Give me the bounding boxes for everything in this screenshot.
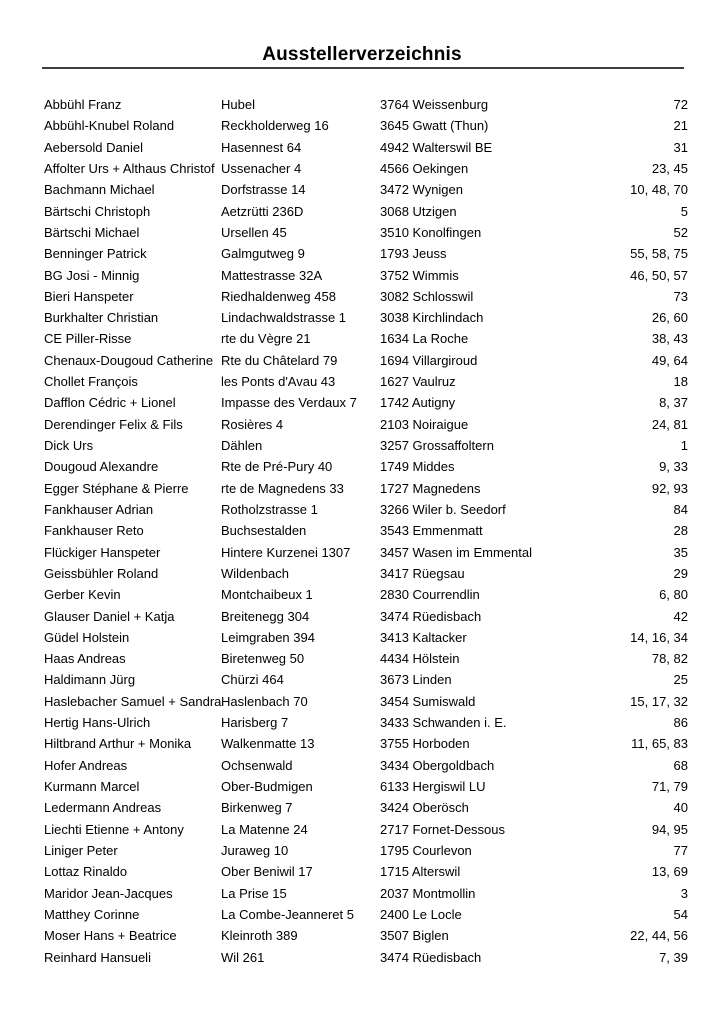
exhibitor-city: 2103 Noiraigue [380, 416, 469, 432]
exhibitor-address: La Combe-Jeanneret 5 [221, 906, 354, 922]
exhibitor-city: 1715 Alterswil [380, 864, 461, 880]
exhibitor-city: 3510 Konolfingen [380, 224, 482, 240]
exhibitor-city: 3764 Weissenburg [380, 97, 489, 112]
exhibitor-address: La Prise 15 [221, 885, 287, 901]
exhibitor-address: Walkenmatte 13 [221, 736, 315, 752]
exhibitor-name: Hiltbrand Arthur + Monika [44, 736, 192, 752]
exhibitor-name: Benninger Patrick [44, 246, 147, 262]
exhibitor-address: Chürzi 464 [221, 672, 284, 688]
exhibitor-address: Ober-Budmigen [221, 779, 313, 794]
table-row [44, 883, 688, 904]
table-row [44, 499, 688, 520]
table-row [44, 733, 688, 754]
exhibitor-name: Hertig Hans-Ulrich [44, 715, 151, 731]
exhibitor-name: Bärtschi Michael [44, 224, 140, 240]
exhibitor-address: Hubel [221, 97, 255, 112]
exhibitor-address: Kleinroth 389 [221, 928, 298, 944]
exhibitor-name: Abbühl-Knubel Roland [44, 118, 175, 134]
exhibitor-address: Wil 261 [221, 949, 265, 965]
exhibitor-address: Montchaibeux 1 [221, 587, 313, 603]
exhibitor-name: Geissbühler Roland [44, 565, 159, 581]
exhibitor-name: BG Josi - Minnig [44, 267, 140, 283]
table-row [44, 286, 688, 307]
exhibitor-city: 3257 Grossaffoltern [380, 438, 494, 453]
exhibitor-name: Burkhalter Christian [44, 310, 159, 326]
table-row [44, 478, 688, 499]
exhibitor-pages: 68 [673, 757, 688, 773]
exhibitor-name: Dougoud Alexandre [44, 459, 159, 475]
exhibitor-city: 4942 Walterswil BE [380, 139, 493, 155]
table-row [44, 925, 688, 946]
exhibitor-city: 3472 Wynigen [380, 182, 463, 198]
exhibitor-name: Dick Urs [44, 438, 94, 453]
exhibitor-name: Aebersold Daniel [44, 139, 144, 155]
exhibitor-address: Rte de Pré-Pury 40 [221, 459, 333, 475]
exhibitor-pages: 86 [673, 715, 688, 731]
exhibitor-pages: 14, 16, 34 [630, 629, 688, 645]
table-row [44, 947, 688, 968]
exhibitor-city: 3673 Linden [380, 672, 452, 688]
exhibitor-pages: 40 [673, 800, 688, 816]
table-row [44, 520, 688, 541]
exhibitor-pages: 77 [673, 842, 688, 858]
exhibitor-city: 4434 Hölstein [380, 651, 460, 667]
exhibitor-name: Dafflon Cédric + Lionel [44, 395, 176, 411]
table-row [44, 371, 688, 392]
exhibitor-pages: 92, 93 [651, 480, 688, 496]
exhibitor-address: Hasennest 64 [221, 139, 302, 155]
exhibitor-name: Fankhauser Reto [44, 523, 144, 539]
table-row [44, 797, 688, 818]
exhibitor-name: Affolter Urs + Althaus Christof [44, 160, 215, 176]
exhibitor-pages: 72 [673, 97, 688, 112]
exhibitor-address: Ursellen 45 [221, 224, 287, 240]
exhibitor-address: rte du Vègre 21 [221, 331, 311, 347]
table-row [44, 456, 688, 477]
exhibitor-pages: 11, 65, 83 [631, 736, 688, 752]
exhibitor-pages: 35 [673, 544, 688, 560]
exhibitor-city: 1727 Magnedens [380, 480, 481, 496]
exhibitor-name: Abbühl Franz [44, 97, 122, 112]
exhibitor-address: Birkenweg 7 [221, 800, 293, 816]
exhibitor-name: Bärtschi Christoph [44, 203, 151, 219]
exhibitor-pages: 28 [673, 523, 688, 539]
exhibitor-pages: 31 [673, 139, 688, 155]
exhibitor-address: Haslenbach 70 [221, 693, 308, 709]
exhibitor-pages: 25 [673, 672, 688, 688]
exhibitor-name: Haldimann Jürg [44, 672, 136, 688]
table-row [44, 414, 688, 435]
exhibitor-city: 1793 Jeuss [380, 246, 447, 262]
exhibitor-address: Wildenbach [221, 565, 289, 581]
exhibitor-city: 3082 Schlosswil [380, 288, 474, 304]
exhibitor-address: La Matenne 24 [221, 821, 308, 837]
exhibitor-name: Liniger Peter [44, 842, 118, 858]
exhibitor-name: Moser Hans + Beatrice [44, 928, 177, 944]
exhibitor-name: Hofer Andreas [44, 757, 128, 773]
exhibitor-name: Haas Andreas [44, 651, 126, 667]
exhibitor-city: 6133 Hergiswil LU [380, 779, 486, 794]
table-row [44, 94, 688, 115]
exhibitor-name: Egger Stéphane & Pierre [44, 480, 189, 496]
exhibitor-name: Chenaux-Dougoud Catherine [44, 352, 214, 368]
exhibitor-city: 3474 Rüedisbach [380, 949, 482, 965]
table-row [44, 158, 688, 179]
table-row [44, 648, 688, 669]
title-divider [42, 67, 684, 69]
exhibitor-pages: 23, 45 [651, 160, 688, 176]
table-row [44, 350, 688, 371]
exhibitor-city: 3424 Oberösch [380, 800, 469, 816]
table-row [44, 265, 688, 286]
exhibitor-name: Lottaz Rinaldo [44, 864, 128, 880]
exhibitor-pages: 22, 44, 56 [630, 928, 688, 944]
table-row [44, 435, 688, 456]
exhibitor-address: Rte du Châtelard 79 [221, 352, 338, 368]
exhibitor-address: Dählen [221, 438, 263, 453]
table-row [44, 307, 688, 328]
exhibitor-pages: 52 [673, 224, 688, 240]
exhibitor-city: 2037 Montmollin [380, 885, 476, 901]
page-title: Ausstellerverzeichnis [262, 44, 462, 65]
exhibitor-address: Harisberg 7 [221, 715, 289, 731]
exhibitor-name: Fankhauser Adrian [44, 501, 154, 517]
exhibitor-address: Lindachwaldstrasse 1 [221, 310, 347, 326]
exhibitor-pages: 5 [680, 203, 688, 219]
exhibitor-address: Leimgraben 394 [221, 629, 315, 645]
exhibitor-pages: 26, 60 [651, 310, 688, 326]
exhibitor-pages: 29 [673, 565, 688, 581]
exhibitor-city: 3434 Obergoldbach [380, 757, 495, 773]
table-row [44, 542, 688, 563]
exhibitor-city: 2400 Le Locle [380, 906, 462, 922]
exhibitor-address: Ochsenwald [221, 757, 293, 773]
exhibitor-city: 3266 Wiler b. Seedorf [380, 501, 506, 517]
exhibitor-address: rte de Magnedens 33 [221, 480, 344, 496]
exhibitor-name: Matthey Corinne [44, 906, 140, 922]
table-row [44, 627, 688, 648]
exhibitor-address: Galmgutweg 9 [221, 246, 305, 262]
exhibitor-pages: 7, 39 [659, 949, 688, 965]
exhibitor-pages: 24, 81 [651, 416, 688, 432]
exhibitor-pages: 15, 17, 32 [630, 693, 688, 709]
exhibitor-pages: 9, 33 [659, 459, 688, 475]
exhibitor-city: 4566 Oekingen [380, 160, 469, 176]
table-row [44, 819, 688, 840]
exhibitor-pages: 46, 50, 57 [630, 267, 688, 283]
exhibitor-address: Ussenacher 4 [221, 160, 302, 176]
table-row [44, 222, 688, 243]
exhibitor-pages: 73 [673, 288, 688, 304]
exhibitor-city: 3543 Emmenmatt [380, 523, 483, 539]
exhibitor-address: Riedhaldenweg 458 [221, 288, 336, 304]
exhibitor-city: 3752 Wimmis [380, 267, 459, 283]
exhibitor-address: Juraweg 10 [221, 842, 289, 858]
table-row [44, 392, 688, 413]
exhibitor-name: Glauser Daniel + Katja [44, 608, 175, 624]
exhibitor-name: Flückiger Hanspeter [44, 544, 161, 560]
exhibitor-name: Bachmann Michael [44, 182, 155, 198]
exhibitor-pages: 10, 48, 70 [630, 182, 688, 198]
exhibitor-address: Mattestrasse 32A [221, 267, 323, 283]
exhibitor-table [44, 94, 688, 968]
exhibitor-city: 3068 Utzigen [380, 203, 457, 219]
exhibitor-address: Breitenegg 304 [221, 608, 310, 624]
exhibitor-pages: 21 [673, 118, 688, 134]
exhibitor-city: 3454 Sumiswald [380, 693, 476, 709]
table-row [44, 861, 688, 882]
exhibitor-city: 3645 Gwatt (Thun) [380, 118, 489, 134]
exhibitor-address: Impasse des Verdaux 7 [221, 395, 357, 411]
exhibitor-pages: 55, 58, 75 [630, 246, 688, 262]
exhibitor-address: Reckholderweg 16 [221, 118, 329, 134]
exhibitor-pages: 38, 43 [651, 331, 688, 347]
exhibitor-city: 2717 Fornet-Dessous [380, 821, 506, 837]
exhibitor-name: Güdel Holstein [44, 629, 130, 645]
exhibitor-pages: 78, 82 [651, 651, 688, 667]
exhibitor-pages: 6, 80 [659, 587, 688, 603]
table-row [44, 712, 688, 733]
exhibitor-pages: 94, 95 [651, 821, 688, 837]
exhibitor-name: Kurmann Marcel [44, 779, 140, 794]
exhibitor-pages: 71, 79 [651, 779, 688, 794]
table-row [44, 904, 688, 925]
exhibitor-pages: 3 [680, 885, 688, 901]
exhibitor-name: CE Piller-Risse [44, 331, 132, 347]
table-row [44, 201, 688, 222]
exhibitor-pages: 1 [680, 438, 688, 453]
exhibitor-address: Aetzrütti 236D [221, 203, 304, 219]
exhibitor-city: 3038 Kirchlindach [380, 310, 484, 326]
exhibitor-pages: 54 [673, 906, 688, 922]
exhibitor-name: Liechti Etienne + Antony [44, 821, 184, 837]
exhibitor-name: Haslebacher Samuel + Sandra [44, 693, 222, 709]
exhibitor-address: Hintere Kurzenei 1307 [221, 544, 351, 560]
exhibitor-city: 3474 Rüedisbach [380, 608, 482, 624]
exhibitor-city: 1749 Middes [380, 459, 455, 475]
exhibitor-address: Buchsestalden [221, 523, 307, 539]
exhibitor-name: Gerber Kevin [44, 587, 121, 603]
exhibitor-pages: 18 [673, 374, 688, 390]
exhibitor-name: Chollet François [44, 374, 138, 390]
table-row [44, 563, 688, 584]
exhibitor-pages: 13, 69 [651, 864, 688, 880]
table-row [44, 606, 688, 627]
exhibitor-name: Bieri Hanspeter [44, 288, 134, 304]
exhibitor-city: 3413 Kaltacker [380, 629, 467, 645]
table-row [44, 115, 688, 136]
table-row [44, 755, 688, 776]
exhibitor-city: 3433 Schwanden i. E. [380, 715, 507, 731]
exhibitor-address: les Ponts d'Avau 43 [221, 374, 336, 390]
table-row [44, 691, 688, 712]
table-row [44, 179, 688, 200]
exhibitor-city: 1634 La Roche [380, 331, 469, 347]
exhibitor-pages: 42 [673, 608, 688, 624]
table-row [44, 584, 688, 605]
exhibitor-address: Ober Beniwil 17 [221, 864, 313, 880]
exhibitor-pages: 8, 37 [659, 395, 688, 411]
table-row [44, 840, 688, 861]
exhibitor-city: 3755 Horboden [380, 736, 470, 752]
exhibitor-city: 1627 Vaulruz [380, 374, 456, 390]
table-row [44, 669, 688, 690]
exhibitor-city: 3417 Rüegsau [380, 565, 465, 581]
exhibitor-city: 1742 Autigny [380, 395, 456, 411]
exhibitor-name: Derendinger Felix & Fils [44, 416, 183, 432]
table-row [44, 137, 688, 158]
table-row [44, 243, 688, 264]
table-row [44, 328, 688, 349]
exhibitor-pages: 49, 64 [651, 352, 688, 368]
exhibitor-address: Biretenweg 50 [221, 651, 305, 667]
exhibitor-name: Ledermann Andreas [44, 800, 162, 816]
exhibitor-city: 3457 Wasen im Emmental [380, 544, 532, 560]
exhibitor-city: 1795 Courlevon [380, 842, 472, 858]
exhibitor-address: Rotholzstrasse 1 [221, 501, 318, 517]
exhibitor-city: 3507 Biglen [380, 928, 449, 944]
exhibitor-name: Reinhard Hansueli [44, 949, 151, 965]
exhibitor-address: Rosières 4 [221, 416, 284, 432]
exhibitor-pages: 84 [673, 501, 688, 517]
exhibitor-address: Dorfstrasse 14 [221, 182, 306, 198]
exhibitor-name: Maridor Jean-Jacques [44, 885, 173, 901]
table-row [44, 776, 688, 797]
exhibitor-city: 2830 Courrendlin [380, 587, 480, 603]
exhibitor-city: 1694 Villargiroud [380, 352, 478, 368]
